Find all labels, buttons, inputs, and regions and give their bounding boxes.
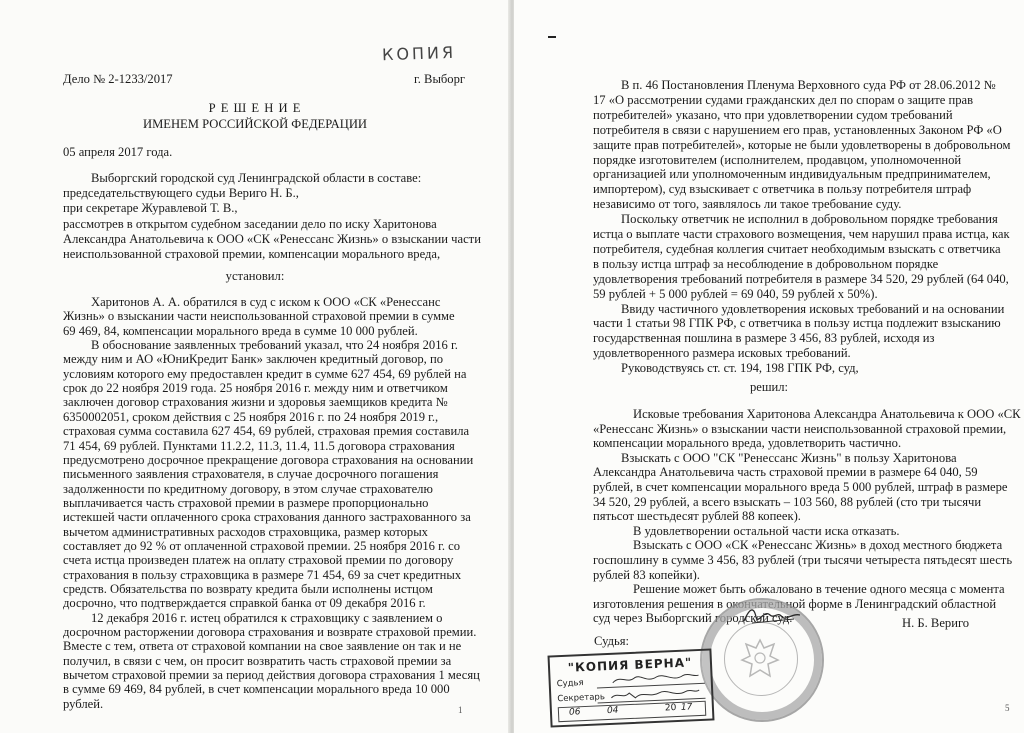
copy-stamp-top: КОПИЯ [381, 42, 457, 65]
text-line: при секретаре Журавлевой Т. В., [63, 201, 238, 216]
page-mark [548, 36, 556, 38]
text-line: досрочном расторжении договора страхования и возврате страховой премии. [63, 625, 477, 640]
text-line: Поскольку ответчик не исполнил в добровольном порядке требования [621, 212, 998, 227]
text-line: потребителя в связи с нарушением его прав, установленных Законом РФ «О [593, 122, 1002, 137]
text-line: компенсации морального вреда, удовлетворить частично. [593, 436, 902, 451]
decided-heading: решил: [749, 380, 789, 394]
text-line: выплачивается часть страховой премии в размере пропорционально [63, 495, 429, 510]
document-title: Р Е Ш Е Н И Е [208, 101, 302, 115]
text-line: заключен договор страхования жизни и здоровья заемщиков кредита № [63, 395, 448, 410]
text-line: письменного заявления страхователя, в случае досрочного погашения [63, 467, 439, 482]
text-line: Взыскать с ООО "СК "Ренессанс Жизнь" в пользу Харитонова [621, 450, 957, 465]
text-line: рублей. [63, 696, 104, 711]
text-line: организацией или уполномоченным индивидуальным предпринимателем, [593, 167, 991, 182]
text-line: неиспользованной страховой премии, компенсации морального вреда, [63, 247, 441, 261]
text-line: страховая сумма составила 627 454, 69 рублей, страховая премия составила [63, 424, 470, 439]
text-line: изготовления решения в окончательной форме в Ленинградский областной [593, 596, 997, 611]
text-line: вычетом административных расходов страховщика, размер которых [63, 524, 428, 539]
text-line: защите прав потребителей», которые не были удовлетворены в добровольном [593, 137, 1011, 152]
text-line: Исковые требования Харитонова Александра Анатольевича к ООО «СК [633, 407, 1021, 421]
text-line: пятьсот шестьдесят рублей 88 копеек). [593, 509, 801, 524]
judge-label: Судья: [594, 634, 630, 648]
text-line: условиям которого ему предоставлен кредит в сумме 627 454, 69 рублей на [63, 366, 467, 381]
text-line: суд через Выборгский городской суд. [593, 611, 793, 626]
text-line: счета истца произведен платеж на оплату страховой премии по договору [63, 553, 454, 568]
text-line: истекшей части оплаченного срока страхования данного застрахованного за [63, 510, 471, 525]
text-line: импортером), суд взыскивает с ответчика в пользу потребителя штраф [593, 182, 972, 197]
text-line: средств. Обязательства по возврату кредита были исполнены истцом [63, 582, 433, 596]
text-line: составляет до 92 % от оплаченной страховой премии. 25 ноября 2016 г. со [63, 538, 461, 553]
text-line: «Ренессанс Жизнь» о взыскании части неиспользованной страховой премии, [593, 421, 1007, 436]
established-heading: установил: [225, 269, 285, 283]
text-line: задолженности по кредитному договору, в этом случае страхователю [63, 481, 433, 496]
city: г. Выборг [414, 72, 466, 86]
text-line: рублей 83 копейки). [593, 567, 700, 582]
text-line: госпошлину в сумме 3 456, 83 рублей (три тысячи четыреста пятьдесят шесть [593, 553, 1013, 567]
text-line: Ввиду частичного удовлетворения исковых требований и на основании [621, 301, 1005, 316]
text-line: Взыскать с ООО «СК «Ренессанс Жизнь» в доход местного бюджета [633, 538, 1003, 553]
text-line: председательствующего судьи Вериго Н. Б., [63, 186, 299, 201]
stamp-heading: "КОПИЯ ВЕРНА" [567, 655, 693, 675]
text-line: рассмотрев в открытом судебном заседании дело по иску Харитонова [63, 216, 437, 231]
text-line: части 1 статьи 98 ГПК РФ, с ответчика в пользу истца подлежит взысканию [593, 316, 1001, 331]
text-line: Руководствуясь ст. ст. 194, 198 ГПК РФ, суд, [621, 361, 859, 376]
text-line: предусмотрено досрочное прекращение договора страхования на основании [63, 452, 474, 467]
stamp-date-year-prefix: 20 [664, 703, 677, 714]
text-line: 17 «О рассмотрении судами гражданских дел по спорам о защите прав [593, 92, 974, 107]
text-line: Вместе с тем, ответа от страховой компании на свое заявление он так и не [63, 639, 462, 654]
text-line: между ним и АО «ЮниКредит Банк» заключен кредитный договор, по [63, 352, 444, 367]
eagle-emblem-icon [734, 632, 786, 684]
text-line: 34 520, 29 рублей, а всего взыскать – 103 560, 88 рублей (сто три тысячи [593, 494, 982, 509]
text-line: удовлетворенного размера исковых требований. [593, 346, 851, 361]
text-line: в сумме 69 469, 84 рублей, в счет компенсации морального вреда 10 000 [63, 682, 450, 697]
case-number: Дело № 2-1233/2017 [63, 72, 173, 86]
judge-signature-icon [742, 603, 802, 629]
text-line: срок до 22 ноября 2019 года. 25 ноября 2016 г. между ним и ответчиком [63, 381, 448, 396]
text-line: потребителей» указано, что при удовлетворении судом требований [593, 107, 953, 122]
text-line: вычетом страховой премии за период действия договора страхования 1 месяц [63, 668, 480, 683]
stamp-secretary-label: Секретарь [557, 692, 606, 705]
decision-date: 05 апреля 2017 года. [63, 145, 173, 159]
text-line: Жизнь» о взыскании части неиспользованной страховой премии в сумме [63, 309, 455, 324]
text-line: Харитонов А. А. обратился в суд с иском к ООО «СК «Ренессанс [91, 295, 441, 309]
text-line: в пользу истца штраф за несоблюдение в добровольном порядке [593, 256, 939, 271]
text-line: удовлетворения требований потребителя в размере 34 520, 29 рублей (64 040, [593, 271, 1009, 286]
text-line: Александра Анатольевича часть страховой премии в размере 64 040, 59 [593, 465, 978, 480]
text-line: рублей, в счет компенсации морального вреда 5 000 рублей, штраф в размере [593, 480, 1008, 494]
stamp-date-year-suffix: 17 [680, 702, 693, 713]
text-line: 71 454, 69 рублей. Пунктами 11.2.2, 11.3, 11.4, 11.5 договора страхования [63, 438, 455, 453]
text-line: 12 декабря 2016 г. истец обратился к страховщику с заявлением о [91, 610, 443, 625]
stamp-date-day: 06 [568, 707, 581, 718]
text-line: независимо от того, заявлялось ли такое требование суду. [593, 197, 902, 212]
text-line: получил, в связи с чем, он просит возвратить часть страховой премии за [63, 653, 452, 668]
text-line: В п. 46 Постановления Пленума Верховного суда РФ от 28.06.2012 № [621, 78, 996, 92]
page-number-left: 1 [458, 705, 463, 715]
text-line: В удовлетворении остальной части иска отказать. [633, 523, 900, 538]
signer-name: Н. Б. Вериго [902, 616, 970, 630]
text-line: порядке изготовителем (исполнителем, продавцом, уполномоченной [593, 152, 962, 167]
text-line: Выборгский городской суд Ленинградской области в составе: [91, 171, 422, 185]
left-page [0, 0, 510, 733]
page-number-right: 5 [1005, 703, 1010, 713]
stamp-secretary-signature-icon [609, 685, 702, 703]
text-line: 69 469, 84, компенсации морального вреда в сумме 10 000 рублей. [63, 323, 418, 338]
stamp-judge-label: Судья [556, 678, 584, 690]
text-line: страхования в пользу страховщика в размере 71 454, 69 за счет кредитных [63, 567, 462, 582]
copy-correct-stamp [548, 648, 715, 727]
text-line: В обоснование заявленных требований указал, что 24 ноября 2016 г. [91, 338, 458, 353]
text-line: 59 рублей + 5 000 рублей = 69 040, 59 рублей х 50%). [593, 286, 878, 301]
text-line: Решение может быть обжаловано в течение одного месяца с момента [633, 582, 1005, 597]
document-subtitle: ИМЕНЕМ РОССИЙСКОЙ ФЕДЕРАЦИИ [142, 117, 368, 131]
text-line: Александра Анатольевича к ООО «СК «Ренессанс Жизнь» о взыскании части [63, 231, 481, 246]
text-line: истца о выплате части страхового возмещения, чем нарушил права истца, как [593, 227, 1010, 241]
stamp-date-box [558, 701, 707, 722]
text-line: потребителя, судебная коллегия считает необходимым взыскать с ответчика [593, 241, 1001, 256]
text-line: 6350002051, сроком действия с 25 ноября 2016 г. по 24 ноября 2019 г., [63, 409, 439, 424]
stamp-date-month: 04 [606, 705, 619, 717]
text-line: государственная пошлина в размере 3 456, 83 рублей, исходя из [593, 331, 935, 346]
text-line: досрочно, что подтверждается справкой банка от 09 декабря 2016 г. [63, 596, 426, 611]
